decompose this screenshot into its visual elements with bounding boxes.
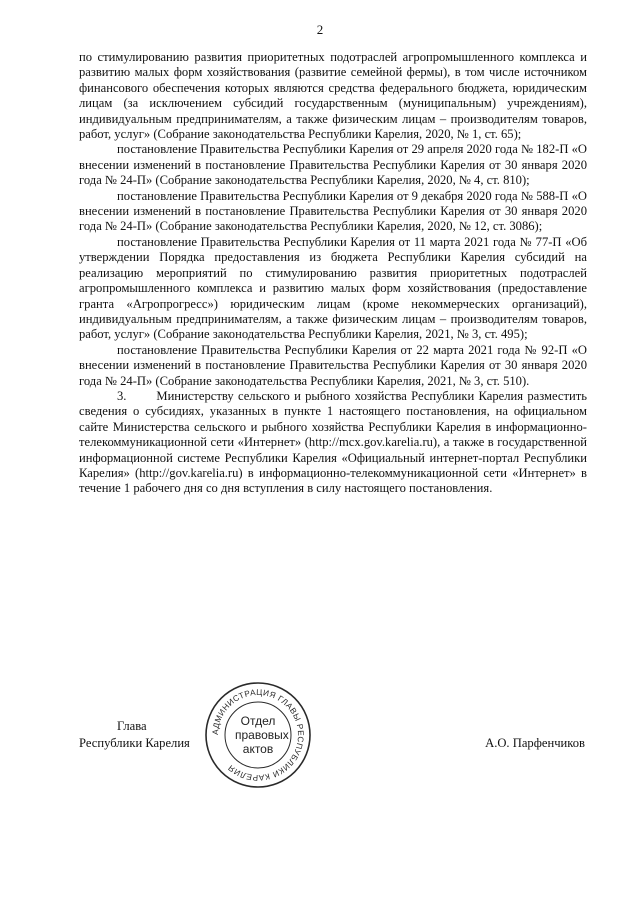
paragraph-resolution-182: постановление Правительства Республики Карелия от 29 апреля 2020 года № 182-П «О внесении изменений в постановление Правительства Республики Карелия от 30 января 2020 года № 24-П» (Собрание законодательства Республики Карелия, 2020, № 4, ст. 810); [79, 142, 587, 188]
stamp-line-2: правовых [235, 728, 289, 742]
signatory-title-line1: Глава [117, 719, 147, 733]
paragraph-resolution-92: постановление Правительства Республики Карелия от 22 марта 2021 года № 92-П «О внесении изменений в постановление Правительства Республики Карелия от 30 января 2020 года № 24-П» (Собрание законодательства Республики Карелия, 2021, № 3, ст. 510). [79, 342, 587, 388]
signatory-title-line2: Республики Карелия [79, 736, 190, 750]
paragraph-continuation: по стимулированию развития приоритетных подотраслей агропромышленного комплекса и развитию малых форм хозяйствования (развитие семейной фермы), в том числе источником финансового обеспечения которых являются средства федерального бюджета, юридическим лицам (за исключением субсидий государственным (муниципальным) учреждениям), индивидуальным предпринимателям, а также физическим лицам – производителям товаров, работ, услуг» (Собрание законодательства Республики Карелия, 2020, № 1, ст. 65); [79, 50, 587, 142]
stamp-center-text [235, 710, 289, 760]
page-number: 2 [316, 22, 324, 37]
stamp-line-1: Отдел [240, 714, 276, 728]
official-stamp [203, 680, 313, 790]
paragraph-resolution-77: постановление Правительства Республики Карелия от 11 марта 2021 года № 77-П «Об утверждении Порядка предоставления из бюджета Республики Карелия субсидий на реализацию мероприятий по стимулированию развития приоритетных подотраслей агропромышленного комплекса и развитию малых форм хозяйствования (предоставление гранта «Агропрогресс») юридическим лицам (кроме некоммерческих организаций), индивидуальным предпринимателям, а также физическим лицам – производителям товаров, работ, услуг» (Собрание законодательства Республики Карелия, 2021, № 3, ст. 495); [79, 234, 587, 342]
signature-block [79, 719, 587, 779]
paragraph-resolution-588: постановление Правительства Республики Карелия от 9 декабря 2020 года № 588-П «О внесении изменений в постановление Правительства Республики Карелия от 30 января 2020 года № 24-П» (Собрание законодательства Республики Карелия, 2020, № 12, ст. 3086); [79, 188, 587, 234]
stamp-ring-text: АДМИНИСТРАЦИЯ ГЛАВЫ РЕСПУБЛИКИ КАРЕЛИЯ [210, 687, 306, 783]
stamp-line-3: актов [242, 742, 274, 756]
signatory-name: А.О. Парфенчиков [485, 736, 585, 750]
paragraph-item-3: 3. Министерству сельского и рыбного хозяйства Республики Карелия разместить сведения о субсидиях, указанных в пункте 1 настоящего постановления, на официальном сайте Министерства сельского и рыбного хозяйства Республики Карелия в информационно-телекоммуникационной сети «Интернет» (http://mcx.gov.karelia.ru), а также в государственной информационной системе Республики Карелия «Официальный интернет-портал Республики Карелия» (http://gov.karelia.ru) в информационно-телекоммуникационной сети «Интернет» в течение 1 рабочего дня со дня вступления в силу настоящего постановления. [79, 388, 587, 496]
document-body [79, 50, 587, 497]
